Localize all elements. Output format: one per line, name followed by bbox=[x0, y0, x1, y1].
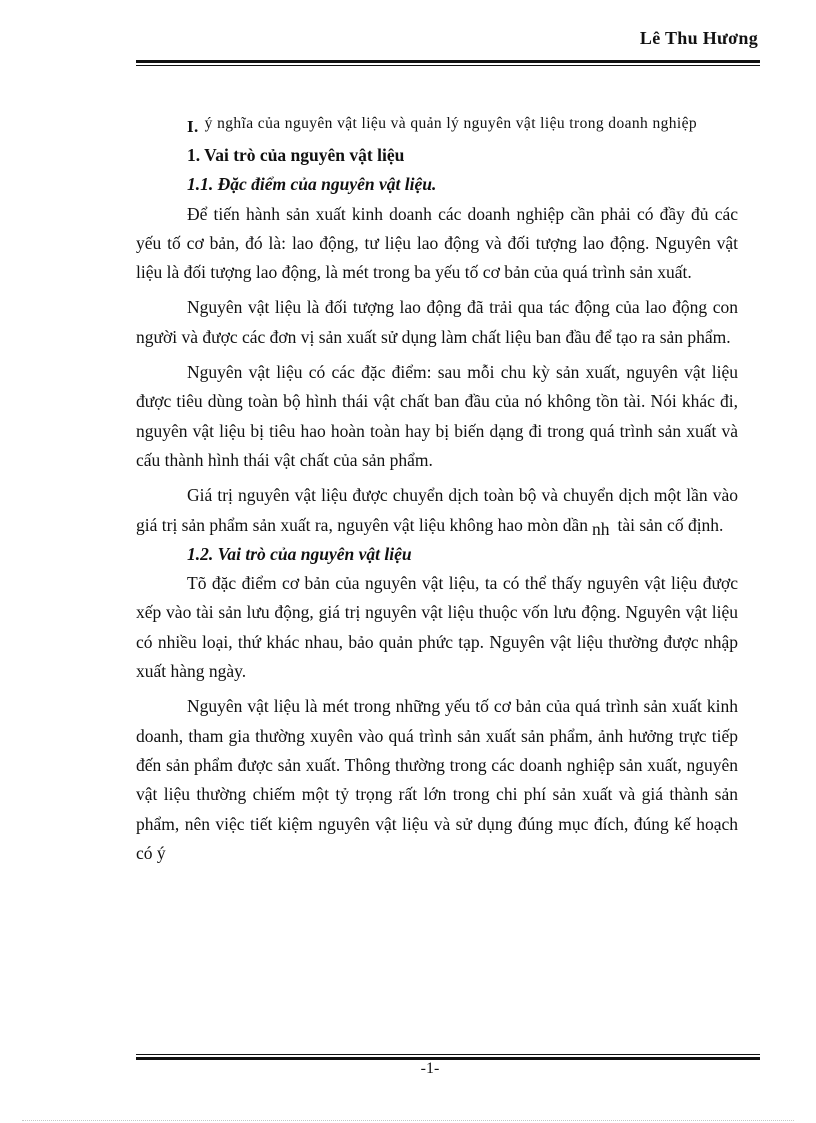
paragraph: Nguyên vật liệu là mét trong những yếu tố cơ bản của quá trình sản xuất kinh doanh, tham gia thường xuyên vào quá trình sản xuất sản phẩm, ảnh hưởng trực tiếp đến sản phẩm được sản xuất. Thông thường trong các doanh nghiệp sản xuất, nguyên vật liệu thường chiếm một tỷ trọng rất lớn trong chi phí sản xuất và giá thành sản phẩm, nên việc tiết kiệm nguyên vật liệu và sử dụng đúng mục đích, đúng kế hoạch có ý bbox=[136, 696, 738, 863]
paragraph: Nguyên vật liệu là đối tượng lao động đã trải qua tác động của lao động con người và được các đơn vị sản xuất sử dụng làm chất liệu ban đầu để tạo ra sản phẩm. bbox=[136, 297, 738, 347]
subsection-heading-1: 1. Vai trò của nguyên vật liệu bbox=[187, 145, 405, 165]
page-edge-divider bbox=[22, 1120, 794, 1121]
section-title: ý nghĩa của nguyên vật liệu và quản lý nguyên vật liệu trong doanh nghiệp bbox=[204, 115, 698, 132]
section-heading bbox=[136, 112, 738, 135]
paragraph bbox=[136, 481, 738, 540]
header-author: Lê Thu Hương bbox=[639, 28, 758, 48]
section-number: I. bbox=[187, 117, 199, 136]
document-body bbox=[136, 112, 738, 874]
header-rule-thick bbox=[136, 60, 760, 63]
header-rule-thin bbox=[136, 65, 760, 66]
paragraph-text: tài sản cố định. bbox=[617, 514, 724, 535]
paragraph: Nguyên vật liệu có các đặc điểm: sau mỗi chu kỳ sản xuất, nguyên vật liệu được tiêu dùng toàn bộ hình thái vật chất ban đầu của nó không tồn tài. Nói khác đi, nguyên vật liệu bị tiêu hao hoàn toàn hay bị biến dạng đi trong quá trình sản xuất và cấu thành hình thái vật chất của sản phẩm. bbox=[136, 362, 738, 470]
paragraph: Để tiến hành sản xuất kinh doanh các doanh nghiệp cần phải có đầy đủ các yếu tố cơ bản, đó là: lao động, tư liệu lao động và đối tượng lao động. Nguyên vật liệu là đối tượng lao động, là mét trong ba yếu tố cơ bản của quá trình sản xuất. bbox=[136, 203, 738, 283]
paragraph-text: Giá trị nguyên vật liệu được chuyển dịch toàn bộ và chuyển dịch một lần vào giá trị sản phẩm sản xuất ra, nguyên vật liệu không hao mòn dần bbox=[136, 485, 738, 535]
paragraph: Tõ đặc điểm cơ bản của nguyên vật liệu, ta có thể thấy nguyên vật liệu được xếp vào tài sản lưu động, giá trị nguyên vật liệu thuộc vốn lưu động. Nguyên vật liệu có nhiều loại, thứ khác nhau, bảo quản phức tạp. Nguyên vật liệu thường được nhập xuất hàng ngày. bbox=[136, 573, 738, 682]
paragraph-subscript-fragment: nh bbox=[591, 518, 610, 539]
subsubsection-heading-1-1: 1.1. Đặc điểm của nguyên vật liệu. bbox=[187, 174, 437, 195]
subsubsection-heading-1-2: 1.2. Vai trò của nguyên vật liệu bbox=[187, 543, 412, 564]
page-number: -1- bbox=[420, 1060, 440, 1077]
footer-rule-thin bbox=[136, 1054, 760, 1055]
